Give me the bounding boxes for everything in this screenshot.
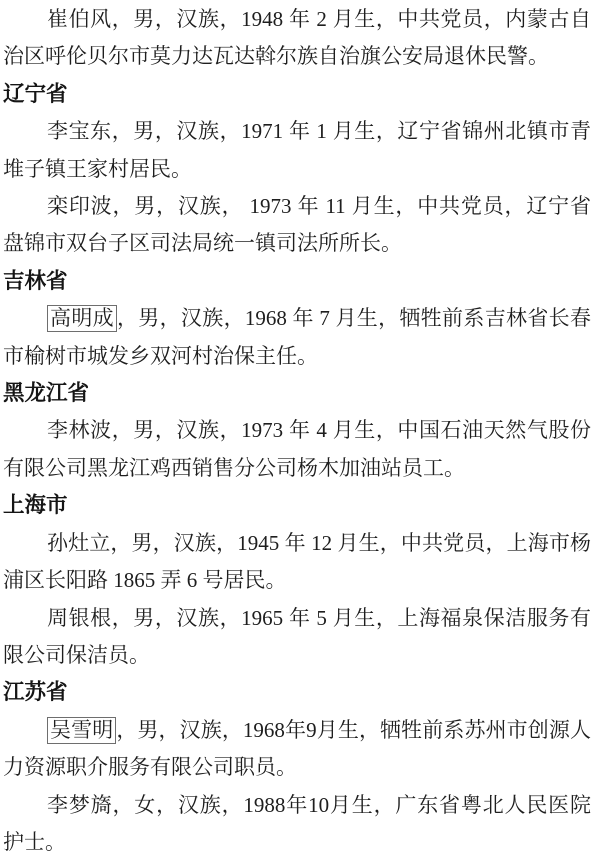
- entry-text: 崔伯风，男，汉族，1948 年 2 月生，中共党员，内蒙古自治区呼伦贝尔市莫力达瓦达斡尔族自治旗公安局退休民警。: [3, 7, 591, 69]
- province-heading: 江苏省: [3, 680, 68, 705]
- person-entry: [3, 712, 591, 787]
- person-entry: [3, 113, 591, 188]
- province-heading: 辽宁省: [3, 81, 68, 106]
- entry-text: 李林波，男，汉族，1973 年 4 月生，中国石油天然气股份有限公司黑龙江鸡西销售分公司杨木加油站员工。: [3, 418, 591, 480]
- person-entry: [3, 1, 591, 76]
- person-entry: [3, 188, 591, 263]
- entry-text: 栾印波，男，汉族， 1973 年 11 月生，中共党员，辽宁省盘锦市双台子区司法局统一镇司法所所长。: [3, 194, 591, 256]
- entry-text: ，男，汉族，1968年9月生，牺牲前系苏州市创源人力资源职介服务有限公司职员。: [3, 717, 591, 780]
- person-entry: [3, 787, 591, 861]
- person-entry: [3, 525, 591, 600]
- entry-text: ，男，汉族，1968 年 7 月生，牺牲前系吉林省长春市榆树市城发乡双河村治保主任。: [3, 306, 591, 368]
- person-entry: [3, 412, 591, 487]
- province-heading: 黑龙江省: [3, 381, 90, 406]
- boxed-person-name: 高明成: [47, 305, 117, 332]
- province-heading: 上海市: [3, 493, 68, 518]
- entry-text: 李梦旖，女，汉族，1988年10月生，广东省粤北人民医院护士。: [3, 792, 591, 854]
- entry-text: 李宝东，男，汉族，1971 年 1 月生，辽宁省锦州北镇市青堆子镇王家村居民。: [3, 119, 591, 181]
- person-entry: [3, 300, 591, 375]
- boxed-person-name: 吴雪明: [47, 717, 116, 744]
- province-heading: 吉林省: [3, 268, 68, 293]
- entry-text: 周银根，男，汉族，1965 年 5 月生，上海福泉保洁服务有限公司保洁员。: [3, 605, 591, 667]
- entry-text: 孙灶立，男，汉族，1945 年 12 月生，中共党员，上海市杨浦区长阳路 1865 弄 6 号居民。: [3, 530, 591, 593]
- person-entry: [3, 600, 591, 675]
